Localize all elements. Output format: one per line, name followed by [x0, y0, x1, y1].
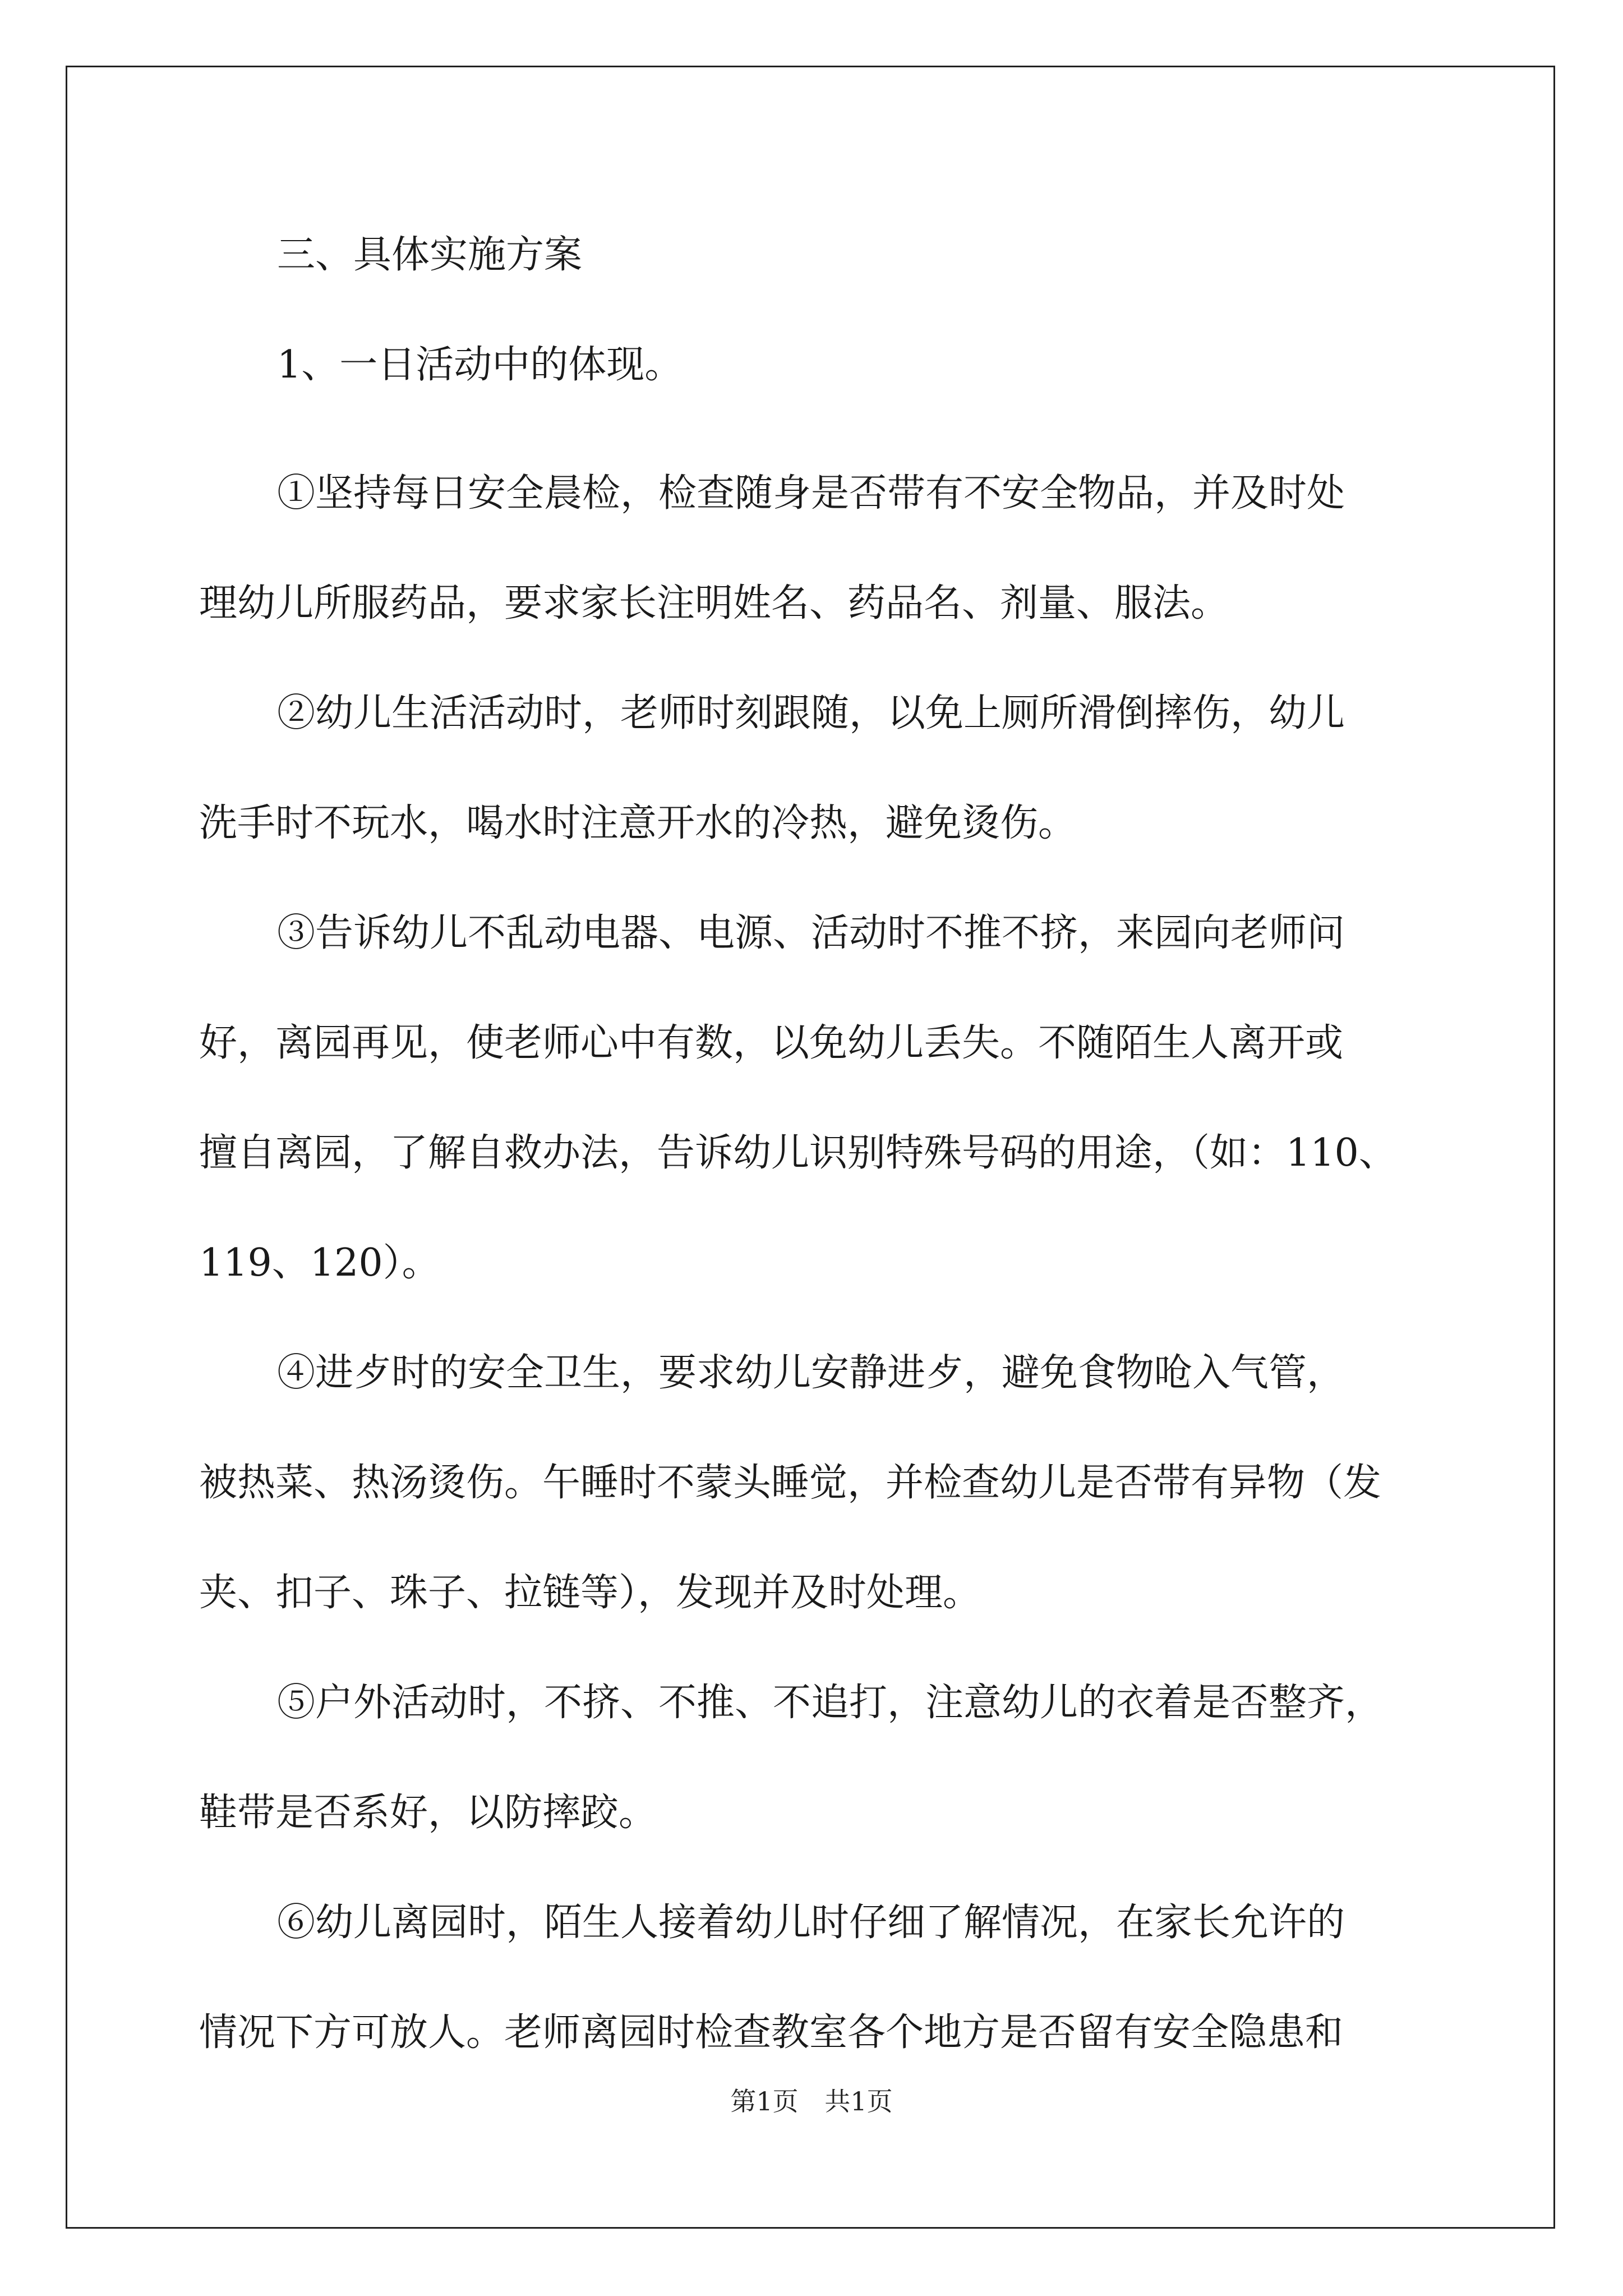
paragraph-6	[199, 1868, 1427, 2088]
paragraph-1	[199, 439, 1427, 659]
paragraph-line: ②幼儿生活活动时，老师时刻跟随，以免上厕所滑倒摔伤，幼儿	[277, 691, 1345, 735]
paragraph-line: 被热菜、热汤烫伤。午睡时不蒙头睡觉，并检查幼儿是否带有异物（发	[199, 1461, 1382, 1505]
paragraph-line: ①坚持每日安全晨检，检查随身是否带有不安全物品，并及时处	[277, 471, 1345, 516]
paragraph-line: ⑥幼儿离园时，陌生人接着幼儿时仔细了解情况，在家长允许的	[277, 1901, 1345, 1945]
page-number: 第1页	[730, 2086, 799, 2116]
paragraph-line: ④进歺时的安全卫生，要求幼儿安静进歺，避免食物呛入气管，	[277, 1351, 1345, 1395]
section-title: 三、具体实施方案	[277, 233, 583, 277]
paragraph-line: 擅自离园，了解自救办法，告诉幼儿识别特殊号码的用途，（如：110、	[199, 1131, 1397, 1175]
paragraph-line: 鞋带是否系好，以防摔跤。	[199, 1791, 657, 1835]
paragraph-line: 好，离园再见，使老师心中有数，以免幼儿丢失。不随陌生人离开或	[199, 1021, 1344, 1065]
paragraph-line: ⑤户外活动时，不挤、不推、不追打，注意幼儿的衣着是否整齐，	[277, 1681, 1384, 1725]
paragraph-line: 夹、扣子、珠子、拉链等），发现并及时处理。	[199, 1571, 981, 1615]
page-total: 共1页	[824, 2086, 893, 2116]
subtitle: 1、一日活动中的体现。	[277, 343, 683, 387]
paragraph-line: 洗手时不玩水，喝水时注意开水的冷热，避免烫伤。	[199, 801, 1077, 845]
paragraph-line: 情况下方可放人。老师离园时检查教室各个地方是否留有安全隐患和	[199, 2010, 1344, 2055]
paragraph-2	[199, 659, 1427, 878]
page-footer	[0, 2081, 1623, 2118]
paragraph-3	[199, 878, 1427, 1318]
paragraph-line: 理幼儿所服药品，要求家长注明姓名、药品名、剂量、服法。	[199, 581, 1229, 625]
paragraph-4	[199, 1318, 1427, 1648]
paragraph-5	[199, 1648, 1427, 1868]
document-body	[199, 219, 1427, 2088]
paragraph-line: 119、120）。	[199, 1241, 440, 1285]
paragraph-line: ③告诉幼儿不乱动电器、电源、活动时不推不挤，来园向老师问	[277, 911, 1345, 955]
